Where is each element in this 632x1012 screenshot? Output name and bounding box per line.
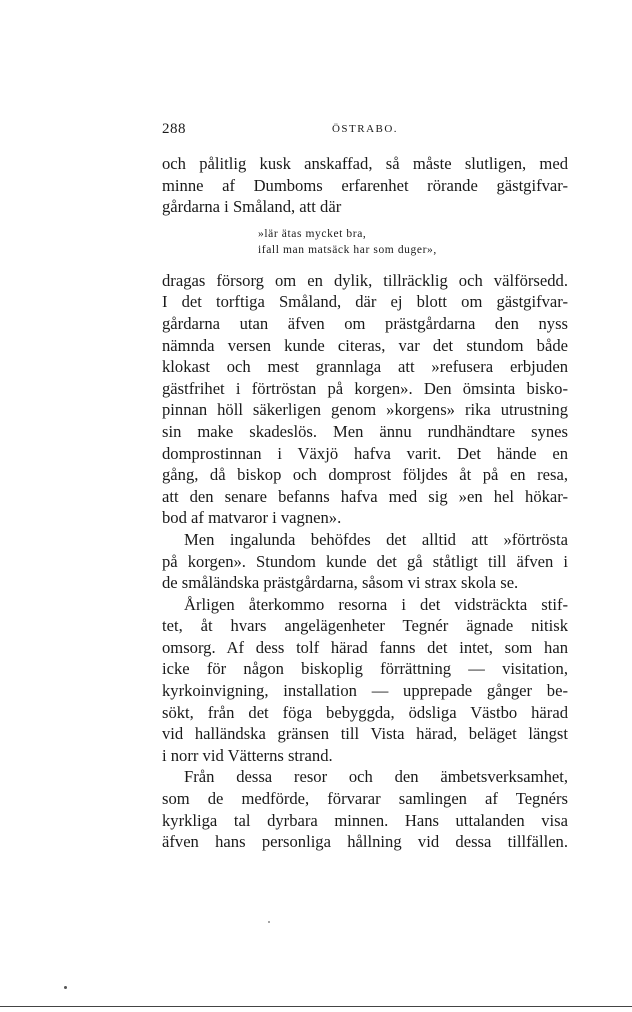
body-text <box>162 153 568 853</box>
text-line: tet, åt hvars angelägenheter Tegnér ägnade nitisk <box>162 616 568 636</box>
text-line: som de medförde, förvarar samlingen af Tegnérs <box>162 789 568 809</box>
text-line: klokast och mest grannlaga att »refusera erbjuden <box>162 357 568 377</box>
text-line: att den senare befanns hafva med sig »en hel hökar- <box>162 486 568 506</box>
text-line: domprostinnan i Växjö hafva varit. Det hände en <box>162 443 568 463</box>
text-line: och pålitlig kusk anskaffad, så måste slutligen, med <box>162 154 568 173</box>
text-line: kyrkoinvigning, installation — upprepade gånger be- <box>162 681 568 701</box>
text-line: sin make skadeslös. Men ännu rundhändtare synes <box>162 421 568 441</box>
text-line: kyrkliga tal dyrbara minnen. Hans uttalanden visa <box>162 810 568 830</box>
text-line: gång, då biskop och domprost följdes åt på en resa, <box>162 465 568 485</box>
text-line: nämnda versen kunde citeras, var det stundom både <box>162 335 568 355</box>
page-number: 288 <box>162 121 186 137</box>
text-line: I det torftiga Småland, där ej blott om gästgifvar- <box>162 292 568 312</box>
ink-speck <box>268 921 270 923</box>
text-line: dragas försorg om en dylik, tillräcklig och välförsedd. <box>162 270 568 290</box>
text-line: vid halländska gränsen till Vista härad, beläget längst <box>162 724 568 744</box>
paragraph-3 <box>162 529 568 594</box>
text-line: icke för någon biskoplig förrättning — visitation, <box>162 659 568 679</box>
paragraph-1 <box>162 153 568 218</box>
text-line: äfven hans personliga hållning vid dessa tillfällen. <box>162 832 568 852</box>
text-line: omsorg. Af dess tolf härad fanns det intet, som han <box>162 637 568 657</box>
text-line: på korgen». Stundom kunde det gå ståtligt till äfven i <box>162 551 568 571</box>
text-line: Från dessa resor och den ämbetsverksamhet, <box>184 767 568 787</box>
text-line: Men ingalunda behöfdes det alltid att »förtrösta <box>184 529 568 549</box>
text-line: Årligen återkommo resorna i det vidsträckta stif- <box>184 594 568 614</box>
verse-line: ifall man matsäck har som duger», <box>258 243 437 256</box>
text-line: de småländska prästgårdarna, såsom vi strax skola se. <box>162 573 519 593</box>
paragraph-5 <box>162 766 568 852</box>
text-line: minne af Dumboms erfarenhet rörande gästgifvar- <box>162 175 568 195</box>
page-header <box>162 121 568 141</box>
ink-mark <box>64 986 67 989</box>
text-line: bod af matvaror i vagnen». <box>162 508 342 528</box>
running-head: ÖSTRABO. <box>331 123 399 135</box>
paragraph-4 <box>162 594 568 767</box>
text-line: sökt, från det föga bebyggda, ödsliga Västbo härad <box>162 702 568 722</box>
verse-quote <box>258 226 568 258</box>
paragraph-2 <box>162 270 568 529</box>
verse-line: »lär ätas mycket bra, <box>258 227 367 240</box>
text-line: gårdarna utan äfven om prästgårdarna den nyss <box>162 313 568 333</box>
text-line: pinnan höll säkerligen genom »korgens» rika utrustning <box>162 400 568 420</box>
text-line: gårdarna i Småland, att där <box>162 197 342 217</box>
text-line: gästfrihet i förtröstan på korgen». Den ömsinta bisko- <box>162 378 568 398</box>
scan-edge-line <box>0 1006 632 1007</box>
text-line: i norr vid Vätterns strand. <box>162 745 333 765</box>
